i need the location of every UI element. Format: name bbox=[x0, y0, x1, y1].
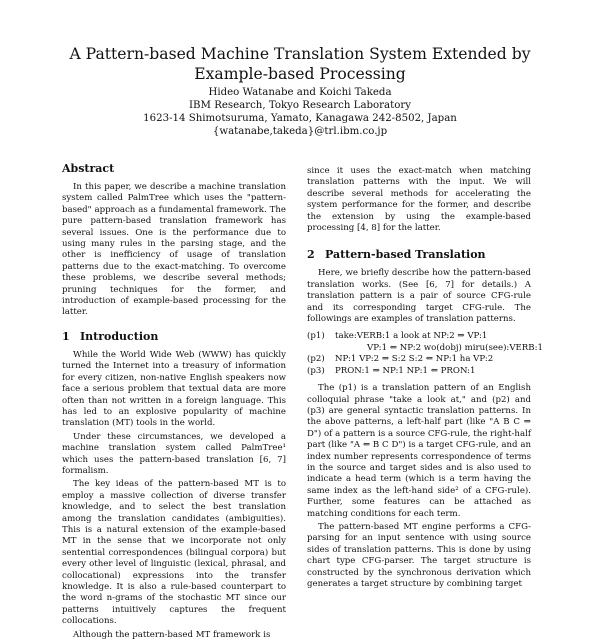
intro-heading bbox=[62, 330, 286, 343]
title-line-2: Example-based Processing bbox=[194, 65, 406, 83]
pbt-paragraph-2: The pattern-based MT engine performs a CFG-parsing for an input sentence with using source sides of translation patterns. This is done by using chart type CFG-parser. The target structure is constructed by the synchronous derivation which generates a target structure by combining target bbox=[307, 521, 531, 589]
intro-paragraph-2: Under these circumstances, we developed a machine translation system called PalmTree¹ which uses the pattern-based translation [6, 7] formalism. bbox=[62, 431, 286, 476]
paper-title bbox=[0, 44, 600, 84]
pbt-section-number: 2 bbox=[307, 248, 315, 262]
pattern-example-row bbox=[307, 342, 543, 354]
pbt-paragraph-1: The (p1) is a translation pattern of an English colloquial phrase "take a look at," and (p2) and (p3) are general syntactic translation patterns. In the above patterns, a left-half part (like "A B C ⇒ D") of a pattern is a source CFG-rule, the right-half part (like "A ⇐ B C D") is a target CFG-rule, and an index number represents correspondence of terms in the source and target sides and is also used to indicate a head term (which is a term having the same index as the left-hand side² of a CFG-rule). Further, some features can be attached as matching conditions for each term. bbox=[307, 383, 531, 519]
right-continuation-paragraph: since it uses the exact-match when matching translation patterns with the input. We will describe several methods for accelerating the system performance for the former, and describe the extension by using the example-based processing [4, 8] for the latter. bbox=[307, 166, 531, 234]
pattern-label: (p1) bbox=[307, 331, 325, 342]
translation-pattern-examples bbox=[307, 331, 543, 377]
author-affiliation: IBM Research, Tokyo Research Laboratory bbox=[189, 100, 411, 111]
author-address: 1623-14 Shimotsuruma, Yamato, Kanagawa 242-8502, Japan bbox=[143, 113, 457, 124]
pattern-text: take:VERB:1 a look at NP:2 ⇒ VP:1 bbox=[335, 331, 488, 342]
pattern-label bbox=[307, 343, 335, 354]
pattern-text: VP:1 ⇐ NP:2 wo(dobj) miru(see):VERB:1 bbox=[367, 342, 543, 353]
intro-section-number: 1 bbox=[62, 329, 70, 343]
author-names: Hideo Watanabe and Koichi Takeda bbox=[208, 87, 392, 98]
intro-section-title: Introduction bbox=[80, 329, 159, 343]
pbt-intro-paragraph: Here, we briefly describe how the pattern-based translation works. (See [6, 7] for details.) A translation pattern is a pair of source CFG-rule and its corresponding target CFG-rule. The followings are examples of translation patterns. bbox=[307, 268, 531, 325]
abstract-text: In this paper, we describe a machine translation system called PalmTree which uses the "pattern-based" approach as a fundamental framework. The pure pattern-based translation framework has several issues. One is the performance due to using many rules in the parsing stage, and the other is inefficiency of usage of translation patterns due to the exact-matching. To overcome these problems, we describe several methods; pruning techniques for the former, and introduction of example-based processing for the latter. bbox=[62, 182, 286, 318]
right-column bbox=[307, 166, 543, 590]
pattern-text: PRON:1 ⇒ NP:1 NP:1 ⇐ PRON:1 bbox=[335, 365, 476, 376]
intro-paragraph-1: While the World Wide Web (WWW) has quickly turned the Internet into a treasury of information for every citizen, non-native English speakers now face a serious problem that textual data are more often than not written in a foreign language. This has led to an explosive popularity of machine translation (MT) tools in the world. bbox=[62, 349, 286, 429]
pattern-example-row bbox=[307, 354, 531, 365]
abstract-heading: Abstract bbox=[62, 162, 115, 175]
pbt-heading bbox=[307, 248, 531, 261]
intro-paragraph-4: Although the pattern-based MT framework is bbox=[73, 629, 271, 640]
pattern-example-row bbox=[307, 331, 531, 342]
pattern-example-row bbox=[307, 366, 531, 377]
intro-paragraph-3: The key ideas of the pattern-based MT is to employ a massive collection of diverse transfer knowledge, and to select the best translation among the translation candidates (ambiguities). This is a natural extension of the example-based MT in the sense that we incorporate not only sentential correspondences (bilingual corpora) but every other level of linguistic (lexical, phrasal, and collocational) expressions into the transfer knowledge. It is also a rule-based counterpart to the word n-grams of the stochastic MT since our patterns intuitively captures the frequent collocations. bbox=[62, 479, 286, 627]
pbt-section-title: Pattern-based Translation bbox=[325, 248, 486, 262]
author-email: {watanabe,takeda}@trl.ibm.co.jp bbox=[212, 126, 388, 137]
pattern-text: NP:1 VP:2 ⇒ S:2 S:2 ⇐ NP:1 ha VP:2 bbox=[335, 354, 494, 365]
pattern-label: (p3) bbox=[307, 365, 325, 376]
author-block bbox=[0, 86, 600, 138]
title-line-1: A Pattern-based Machine Translation System Extended by bbox=[69, 45, 531, 63]
pattern-label: (p2) bbox=[307, 354, 325, 365]
left-column bbox=[62, 162, 286, 641]
